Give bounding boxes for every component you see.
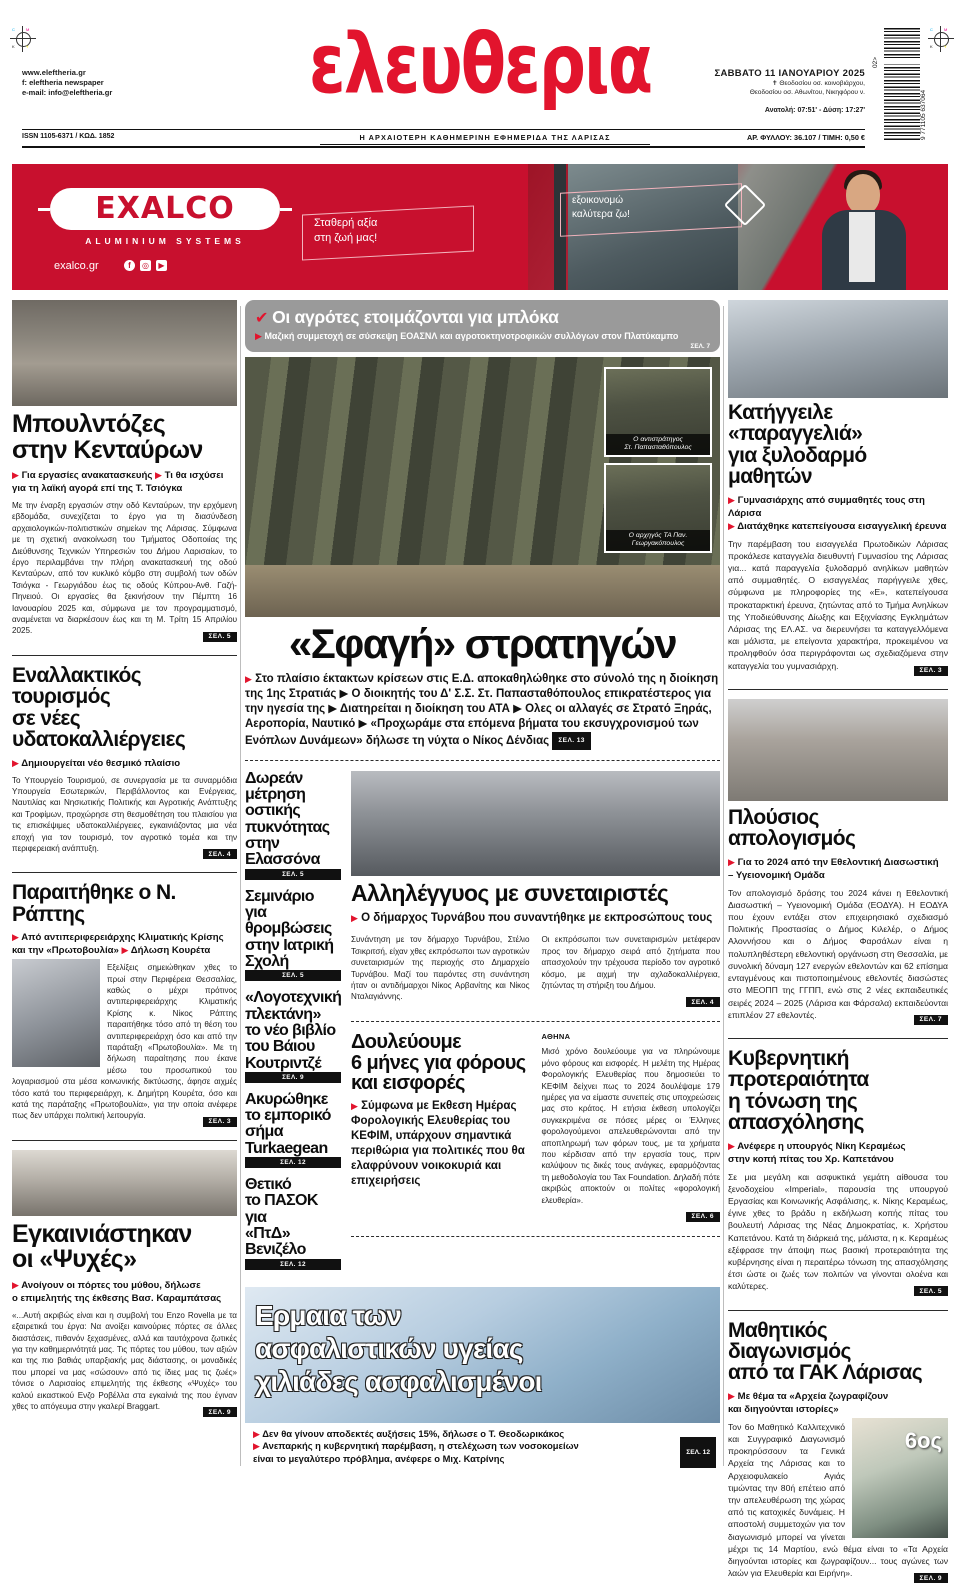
- solidarity-body-right: Οι εκπρόσωποι των συνεταιρισμών μετέφεραν προς τον δήμαρχο σειρά από ζητήματα που απασχολούν την τρέχουσα περίοδο τον αγροτικό κόσμο, με αιχμή την αχλαδοκαλλιέργεια, ζητώντας τη στήριξη του Δήμου.: [541, 935, 720, 990]
- farmers-page-ref[interactable]: ΣΕΛ. 7: [690, 343, 710, 350]
- bulldozers-page-ref[interactable]: ΣΕΛ. 5: [203, 632, 237, 642]
- generals-kicker: ▶ Στο πλαίσιο έκτακτων κρίσεων στις Ε.Δ. αποκαθηλώθηκε στο σύνολό της η διοίκηση της 1ης Στρατιάς ▶ Ο διοικητής του Δ' Σ.Σ. Στ. Παπασταθόπουλος επικρατέστερος για την ηγεσία της ▶ Διατηρείται η διοίκηση του ΑΤΑ ▶ Ολες οι αλλαγές σε Στρατό Ξηράς, Αεροπορία, Ναυτικό ▶ «Προχωράμε στα επόμενα βήματα του εκσυγχρονισμού των Ενόπλων Δυνάμεων» δήλωσε τη νύχτα ο Νίκος Δένδιας ΣΕΛ. 13: [245, 672, 720, 750]
- raptis-page-ref[interactable]: ΣΕΛ. 3: [203, 1117, 237, 1127]
- bullet-triangle-icon: ▶: [728, 1140, 735, 1151]
- ad-quote-2-line-2: καλύτερα ζω!: [572, 209, 630, 220]
- exalco-website[interactable]: exalco.gr: [54, 260, 99, 272]
- employment-kicker: ▶ Ανέφερε η υπουργός Νίκη Κεραμέως στην κοπή πίτας του Χρ. Καπετάνου: [728, 1140, 906, 1165]
- article-psyches[interactable]: [12, 1150, 237, 1422]
- separator-dashed: [351, 1021, 720, 1022]
- bullet-triangle-icon: ▶: [12, 757, 19, 768]
- inset-caption-2: Ο αρχηγός ΤΑ Παν. Γεωργακόπουλος: [606, 530, 710, 551]
- psyches-headline-line-1: Εγκαινιάστηκαν: [12, 1219, 192, 1248]
- contest-headline: Μαθητικός διαγωνισμός από τα ΓΑΚ Λάρισας: [728, 1318, 923, 1385]
- volunteer-page-ref[interactable]: ΣΕΛ. 7: [914, 1015, 948, 1025]
- bullet-triangle-icon: ▶: [351, 913, 358, 924]
- brief-bone-density[interactable]: Δωρεάν μέτρηση οστικής πυκνότητας στην Ελασσόνα ΣΕΛ. 5: [245, 771, 341, 880]
- facebook-handle: f: eleftheria newspaper: [22, 78, 104, 87]
- farmers-banner-title: ✔ Οι αγρότες ετοιμάζονται για μπλόκα: [255, 307, 559, 327]
- brief-page-ref[interactable]: ΣΕΛ. 12: [245, 1259, 341, 1270]
- volunteer-group-photo: [728, 699, 948, 801]
- psyches-body: «...Αυτή ακριβώς είναι και η συμβολή του Enzo Rovella με τα εξαιρετικά του έργα: Να ανοίξει καινούριες πόρτες σε άλλες διαστάσεις, πιθανόν ξεχασμένες, αλλά και ταυτόχρονα ζωτικές για την καθημερινότητά μας. Τις πόρτες του μύθου, των αξιών και της πιο βαθιάς υπαρξιακής μας διάστασης, οι μοναδικές που μπορεί να μας «σώσουν» από τις ίδιες μας τις ζωές» τόνισε ο Λαρισαίος επιμελητής της έκθεσης «Ψυχές» του καλού εικαστικού Ενζο Ροβέλλα στα εγκαίνιά της που έγιναν χθες το απόγευμα στην γκαλερί Braggart.: [12, 1310, 237, 1412]
- generals-lead-photo: [245, 357, 720, 617]
- solidarity-headline: Αλληλέγγυος με συνεταιριστές: [351, 879, 669, 906]
- bullet-triangle-icon: ▶: [728, 494, 735, 505]
- youtube-icon[interactable]: ▶: [156, 260, 167, 271]
- bullet-triangle-icon: ▶: [12, 1279, 19, 1290]
- aquaculture-headline-line-1: Εναλλακτικός τουρισμός: [12, 663, 142, 709]
- ad-quote-2-line-1: εξοικονομώ: [572, 195, 624, 206]
- column-divider-right: [723, 306, 724, 1466]
- column-divider-left: [240, 306, 241, 1466]
- psyches-headline: [12, 1219, 237, 1274]
- taxes-dateline: ΑΘΗΝΑ: [541, 1032, 571, 1042]
- student-beating-kicker: ▶ Γυμνασιάρχης από συμμαθητές τους στη Λάρισα ▶ Διατάχθηκε κατεπείγουσα εισαγγελική έρευνα: [728, 494, 947, 532]
- inset-caption-1: Ο αντιστράτηγος Στ. Παπασταθόπουλος: [606, 434, 710, 455]
- aquaculture-headline-line-2: σε νέες υδατοκαλλιέργειες: [12, 706, 186, 752]
- article-volunteer-report[interactable]: [728, 699, 948, 1029]
- brief-page-ref[interactable]: ΣΕΛ. 5: [245, 869, 341, 880]
- contact-info: [22, 68, 112, 98]
- aquaculture-body: Το Υπουργείο Τουρισμού, σε συνεργασία με τα συναρμόδια Υπουργεία Εσωτερικών, Περιβάλλοντος και Ενέργειας, Ναυτιλίας και Νησιωτικής Πολιτικής και Αγροτικής Ανάπτυξης και Τροφίμων, προχώρησε στη θεσμοθέτηση του πλαισίου για τις επισκέψιμες υδατοκαλλιέργειες, εγκαινιάζοντας μια νέα εποχή για τον τουρισμό, τον αγροτικό τομέα και την περιφερειακή ανάπτυξη.: [12, 775, 237, 853]
- bullet-triangle-icon: ▶: [12, 932, 19, 943]
- bulldozers-body: Με την έναρξη εργασιών στην οδό Κενταύρων, την ερχόμενη εβδομάδα, συνεχίζεται το έργο για τη διασύνδεση αρχαιολογικών-πολιτιστικών σημείων της Λάρισας. Σύμφωνα με τη σχετική ανακοίνωση του Τμήματος Οδοποιίας της Διεύθυνσης Τεχνικών Υπηρεσιών του Δήμου Λαρισαίων, το έργο περιλαμβάνει την πλήρη ανακατασκευή της οδού Κενταύρων, από τον κυκλικό κόμβο στη συμβολή των οδών Τσιόγκα - Γεωργιάδου έως τις οδούς Κύπρου-Ανθ. Γαζή-Πηνειού. Οι εργασίες θα ξεκινήσουν την Πέμπτη 16 Ιανουαρίου 2025 και, σύμφωνα με τον προγραμματισμό, αναμένεται να διαρκέσουν έως και τη Μ. Τρίτη 15 Απριλίου 2025.: [12, 501, 237, 636]
- sunrise-sunset: Ανατολή: 07:51' - Δύση: 17:27': [764, 107, 865, 114]
- exalco-social-icons[interactable]: [124, 260, 167, 271]
- exalco-advertisement[interactable]: [12, 164, 948, 290]
- farmers-banner-sub: ▶ Μαζική συμμετοχή σε σύσκεψη ΕΟΑΣΝΛ και αγροτοκτηνοτροφικών συλλόγων στον Πλατύκαμπο: [255, 331, 679, 341]
- aquaculture-headline: [12, 665, 237, 751]
- article-bulldozers[interactable]: [12, 300, 237, 646]
- bullet-triangle-icon: ▶: [253, 1441, 260, 1452]
- taxes-kicker: ▶ Σύμφωνα με Εκθεση Ημέρας Φορολογικής Ελευθερίας του ΚΕΦΙΜ, υπάρχουν σημαντικά περιθώρια για πολιτικές που θα ελαφρύνουν νοικοκυριά και επιχειρήσεις: [351, 1100, 525, 1188]
- bulldozers-kicker: ▶ Για εργασίες ανακατασκευής ▶ Τι θα ισχύσει για τη λαϊκή αγορά επί της Τ. Τσιόγκα: [12, 470, 224, 494]
- psyches-photo: [12, 1150, 237, 1216]
- bullet-triangle-icon: ▶: [728, 520, 735, 531]
- generals-headline: «Σφαγή» στρατηγών: [288, 620, 677, 667]
- saints-line-1: ✝ Θεοδοσίου οσ. κοινοβιάρχου,: [772, 80, 865, 87]
- publication-date: ΣΑΒΒΑΤΟ 11 ΙΑΝΟΥΑΡΙΟΥ 2025: [714, 68, 865, 79]
- bullet-triangle-icon: ▶: [728, 856, 735, 867]
- student-beating-page-ref[interactable]: ΣΕΛ. 3: [914, 666, 948, 676]
- center-column: [245, 300, 720, 1472]
- raptis-body: Εξελίξεις σημειώθηκαν χθες το πρωί στην Περιφέρεια Θεσσαλίας, καθώς ο μέχρι πρότινος αντιπεριφερειάρχης Κλιματικής Κρίσης κ. Νίκος Ράπτης παραιτήθηκε τόσο από τη θέση του αντιπεριφερειάρχη όσο και από την παράταξη «Πρωτοβουλία». Με τη δήλωση παραίτησης που έκανε μέσω του προσωπικού του λογαριασμού στα μέσα κοινωνικής δικτύωσης, άφησε αιχμές τόσο κατά του περιφερειάρχη, κ. Δημήτρη Κουρέτα, όσο και κατά της παράταξης «Πρωτοβουλία», για την οποία ανέφερε πως δεν υπάρχει πολιτική λειτουργία.: [12, 963, 237, 1121]
- masthead-rule-bottom: [22, 146, 865, 148]
- poster-badge: 6ος: [904, 1427, 942, 1453]
- website-url[interactable]: www.eleftheria.gr: [22, 68, 86, 77]
- aquaculture-kicker: ▶ Δημιουργείται νέο θεσμικό πλαίσιο: [12, 757, 181, 769]
- psyches-headline-line-2: οι «Ψυχές»: [12, 1245, 137, 1274]
- student-beating-headline: Κατήγγειλε «παραγγελιά» για ξυλοδαρμό μαθητών: [728, 401, 867, 489]
- issue-number-price: ΑΡ. ΦΥΛΛΟΥ: 36.107 / ΤΙΜΗ: 0,50 €: [746, 133, 865, 142]
- exalco-subtitle: ALUMINIUM SYSTEMS: [85, 236, 245, 246]
- employment-page-ref[interactable]: ΣΕΛ. 5: [914, 1286, 948, 1296]
- taxes-page-ref[interactable]: ΣΕΛ. 6: [686, 1212, 720, 1222]
- bullet-triangle-icon: ▶: [253, 1428, 260, 1439]
- brief-new-book[interactable]: «Λογοτεχνική πλεκτάνη» το νέο βιβλίο του Βάιου Κουτριντζέ ΣΕΛ. 9: [245, 989, 342, 1081]
- bullet-triangle-icon: ▶: [121, 945, 129, 956]
- bullet-triangle-icon: ▶: [245, 673, 252, 684]
- right-column: [728, 300, 948, 1587]
- date-block: [700, 68, 865, 116]
- inset-photo-georgakopoulos: [604, 463, 712, 553]
- psyches-kicker: ▶ Ανοίγουν οι πόρτες του μύθου, δήλωσε ο επιμελητής της έκθεσης Βασ. Καραμπάτσας: [12, 1279, 222, 1304]
- newspaper-tagline: Η ΑΡΧΑΙΟΤΕΡΗ ΚΑΘΗΜΕΡΙΝΗ ΕΦΗΜΕΡΙΔΑ ΤΗΣ ΛΑΡΙΣΑΣ: [359, 133, 611, 142]
- article-health-insurance[interactable]: [245, 1287, 720, 1472]
- brief-page-ref[interactable]: ΣΕΛ. 5: [245, 970, 341, 981]
- solidarity-kicker: ▶ Ο δήμαρχος Τυρνάβου που συναντήθηκε με εκπροσώπους τους: [351, 912, 713, 925]
- issn-code: ISSN 1105-6371 / ΚΩΔ. 1852: [22, 133, 115, 140]
- masthead: [0, 0, 960, 150]
- psyches-page-ref[interactable]: ΣΕΛ. 9: [203, 1407, 237, 1417]
- taxes-headline: Δουλεύουμε 6 μήνες για φόρους και εισφορές: [351, 1031, 526, 1095]
- left-column: [12, 300, 237, 1422]
- contest-body: Τον 6ο Μαθητικό Καλλιτεχνικό και Συγγραφικό Διαγωνισμό προκηρύσσουν τα Γενικά Αρχεία της Λάρισας και το Αρχειοφυλακείο Αγιάς τιμώντας την 80ή επέτειο από την απελευθέρωση της χώρας από τις κατοχικές δυνάμεις. Η αποστολή συμμετοχών για τον διαγωνισμό μπορεί να γίνεται μέχρι τις 14 Μαρτίου, ενώ θέμα είναι το «Τα Αρχεία διηγούνται ιστορίες και ζωγραφίζουν... τους αγώνες των λαών για Ελευθερία και Ειρήνη».: [728, 1421, 948, 1579]
- contest-page-ref[interactable]: ΣΕΛ. 9: [914, 1573, 948, 1583]
- exalco-brand-name: EXALCO: [95, 191, 235, 226]
- ad-quote-2: [572, 194, 732, 222]
- health-page-ref[interactable]: ΣΕΛ. 12: [680, 1437, 716, 1468]
- bulldozers-headline: [12, 412, 237, 463]
- article-student-beating[interactable]: [728, 300, 948, 680]
- ad-quote-1-line-2: στη ζωή μας!: [314, 232, 378, 244]
- aquaculture-page-ref[interactable]: ΣΕΛ. 4: [203, 849, 237, 859]
- barcode: [872, 28, 927, 140]
- bullet-triangle-icon: ▶: [154, 470, 162, 480]
- contest-kicker: ▶ Με θέμα τα «Αρχεία ζωγραφίζουν και διηγούνται ιστορίες»: [728, 1390, 889, 1415]
- masthead-rule-top: [22, 129, 865, 130]
- separator-dashed: [245, 760, 720, 761]
- volunteer-headline: Πλούσιος απολογισμός: [728, 805, 856, 851]
- ad-quote-1: [314, 216, 464, 246]
- barcode-number: 9 771105 637064: [920, 89, 927, 140]
- solidarity-page-ref[interactable]: ΣΕΛ. 4: [686, 997, 720, 1007]
- brief-thrombosis-seminar[interactable]: Σεμινάριο για θρομβώσεις στην Ιατρική Σχολή ΣΕΛ. 5: [245, 889, 341, 982]
- bulldozers-headline-line-2: στην Κενταύρων: [12, 435, 203, 464]
- barcode-small-number: 02>: [872, 56, 879, 68]
- bullet-triangle-icon: ▶: [12, 470, 19, 480]
- raptis-kicker: ▶ Από αντιπεριφερειάρχης Κλιματικής Κρίσης και την «Πρωτοβουλία» ▶ Δήλωση Κουρέτα: [12, 932, 224, 957]
- brief-page-ref[interactable]: ΣΕΛ. 12: [245, 1157, 341, 1168]
- email-address[interactable]: e-mail: info@eleftheria.gr: [22, 88, 113, 97]
- facebook-icon[interactable]: f: [124, 260, 135, 271]
- article-taxes[interactable]: [351, 1032, 720, 1226]
- article-employment[interactable]: [728, 1048, 948, 1301]
- article-aquaculture[interactable]: [12, 665, 237, 863]
- article-raptis[interactable]: [12, 882, 237, 1131]
- inset-photo-papastathopoulos: [604, 367, 712, 457]
- student-beating-photo: [728, 300, 948, 398]
- brief-page-ref[interactable]: ΣΕΛ. 9: [245, 1072, 341, 1083]
- masthead-rule-mid: [320, 144, 650, 145]
- taxes-body: Μισό χρόνο δουλεύουμε για να πληρώνουμε μόνο φόρους και εισφορές. Η μελέτη της Ημέρας Φορολογικής Ελευθερίας που δημοσιεύει το ΚΕΦΙΜ δείχνει πως το 2024 δουλέψαμε 179 ημέρες για να είμαστε συνεπείς στις υποχρεώσεις μας στο κράτος. Η ετήσια έκθεση υπολογίζει συγκεκριμένα σε πόσες μέρες οι Έλληνες φορολογούμενοι απελευθερώνονται από την αποπληρωμή των φόρων τους, με τα χρήματα που κέρδισαν από την εργασία τους, πριν καλύψουν τις δικές τους ανάγκες, εφαρμόζοντας τη μεθοδολογία του Tax Foundation. Δηλαδή πότε ακριβώς αποκτούν οι πολίτες «φορολογική ελευθερία».: [541, 1047, 720, 1205]
- instagram-icon[interactable]: ◎: [140, 260, 151, 271]
- solidarity-body-left: Συνάντηση με τον δήμαρχο Τυρνάβου, Στέλιο Τσικριτσή, είχαν χθες εκπρόσωποι των αγροτικών συνεταιρισμών της περιοχής στο Δημαρχείο Τυρνάβου. Μαζί του παρόντες στη συνάντηση ήταν οι αντιδήμαρχοι Νίκος Αρβανίτης και Νίκος Νταλαγιάννης.: [351, 935, 530, 1002]
- health-headline: Ερμαια των ασφαλιστικών υγείας χιλιάδες ασφαλισμένοι: [255, 1299, 542, 1397]
- article-student-contest[interactable]: [728, 1320, 948, 1587]
- raptis-headline: Παραιτήθηκε ο Ν. Ράπτης: [12, 881, 176, 926]
- check-icon: ✔: [255, 310, 269, 327]
- registration-mark-left: C M K Y: [10, 26, 36, 52]
- student-beating-body: Την παρέμβαση του εισαγγελέα Πρωτοδικών Λάρισας προκάλεσε καταγγελία διευθυντή Γυμνασίου της Λάρισας για... κατά παραγγελία ξυλοδαρμό ανηλίκων μαθητών από συμμαθητές. Ο εισαγγελέας παρήγγειλε χθες, σύμφωνα με πληροφορίες της «Ε», κατεπείγουσα προκαταρκτική έρευνα, ζητώντας από το Τμήμα Ανηλίκων της Υποδιεύθυνσης Δίωξης και Εξιχνίασης Εγκλημάτων Λάρισας της ΕΛ.ΑΣ. να διερευνήσει τα καταγγελλόμενα και μάλιστα, με επείγοντα χαρακτήρα, προκειμένου να προληφθούν όσα περιγράφονται ως σχεδιαζόμενα στην καταγγελία του γυμνασιάρχη.: [728, 538, 948, 671]
- brief-turkaegean[interactable]: Ακυρώθηκε το εμπορικό σήμα Turkaegean ΣΕΛ. 12: [245, 1092, 341, 1168]
- volunteer-kicker: ▶ Για το 2024 από την Εθελοντική Διασωστική – Υγειονομική Ομάδα: [728, 856, 939, 881]
- employment-headline: Κυβερνητική προτεραιότητα η τόνωση της απασχόλησης: [728, 1046, 869, 1135]
- brief-pasok-venizelos[interactable]: Θετικό το ΠΑΣΟΚ για «ΠτΔ» Βενιζέλο ΣΕΛ. 12: [245, 1177, 341, 1270]
- bulldozers-photo: [12, 300, 237, 406]
- ad-quote-1-line-1: Σταθερή αξία: [314, 217, 378, 229]
- volunteer-body: Τον απολογισμό δράσης του 2024 κάνει η Εθελοντική Διασωστική – Υγειονομική Ομάδα (ΕΟΔΥΑ). Η ΕΟΔΥΑ που έχουν εντάξει στον επιχειρησιακό σχεδιασμό Πολιτικής Προστασίας ο Δήμος Κιλελέρ, ο Δήμος Αλοννήσου και ο Δήμος Φαρσάλων είναι η πολυπληθέστερη εθελοντική οργάνωση στη Θεσσαλία, με συνολική δύναμη 127 ενεργών εθελοντών και 62 επίσημα ενταγμένους και πιστοποιημένους εθελοντές διασώστες στο ΜΕΟΠΠ της ΓΓΠΠ, ενώ στις 2 νέες εκπαιδευτικές σειρές 2024 – 2025 (Λάρισα και Φάρσαλα) εκπαιδεύονται επιπλέον 27 εθελοντές.: [728, 887, 948, 1020]
- health-bullets: ▶ Δεν θα γίνουν αποδεκτές αυξήσεις 15%, δήλωσε ο Τ. Θεοδωρικάκος ▶ Ανεπαρκής η κυβερνητική παρέμβαση, η στελέχωση των νοσοκομείων είναι το μεγαλύτερο πρόβλημα, ανέφερε ο Μιχ. Κατρίνης ΣΕΛ. 12: [245, 1423, 720, 1472]
- newspaper-logo: ελευθερια: [308, 16, 652, 113]
- registration-mark-right: C M K Y: [928, 26, 954, 52]
- generals-page-ref[interactable]: ΣΕΛ. 13: [552, 732, 591, 750]
- separator-dashed: [351, 1236, 720, 1237]
- briefs-rail: [245, 771, 341, 1279]
- saints-line-2: Θεοδοσίου οσ. Αθωνίτου, Νικηφόρου ν.: [749, 89, 865, 96]
- employment-body: Σε μια μεγάλη και ασφυκτικά γεμάτη αίθουσα του ξενοδοχείου «Imperial», παρουσία της υπουργού Εργασίας και Κοινωνικής Ασφάλισης, κ. Νίκης Κεραμέως, έγινε χθες το βράδυ η εκδήλωση κοπής πίτας του βουλευτή Λάρισας της Νέας Δημοκρατίας, κ. Χρήστου Καπετάνου. Κατά τη διάρκειά της, μάλιστα, η κ. Κεραμέως εξέφρασε την άποψη πως βασική προτεραιότητα της κυβέρνησης είναι η περαιτέρω τόνωση της απασχόλησης έτσι ώστε οι ζωές των πολιτών να γίνονται ολοένα και καλύτερες.: [728, 1171, 948, 1292]
- raptis-portrait-photo: [12, 959, 100, 1067]
- bullet-triangle-icon: ▶: [728, 1390, 735, 1401]
- farmers-banner[interactable]: [245, 300, 720, 352]
- tyrnavos-meeting-photo: [351, 771, 720, 876]
- bullet-triangle-icon: ▶: [351, 1101, 358, 1112]
- bullet-triangle-icon: ▶: [255, 331, 262, 341]
- contest-poster-image: [852, 1418, 948, 1538]
- bulldozers-headline-line-1: Μπουλντόζες: [12, 410, 166, 438]
